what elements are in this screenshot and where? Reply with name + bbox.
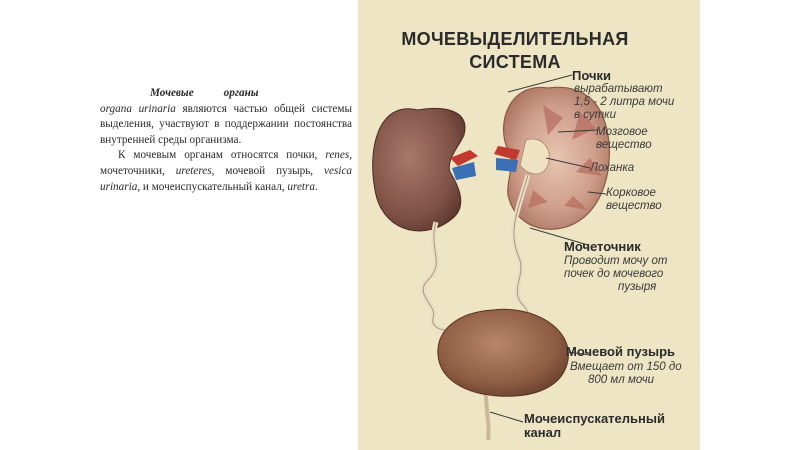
label-kidneys-note-2: 1,5 - 2 литра мочи	[574, 96, 675, 108]
organs-text-1: К мочевым органам относятся почки,	[118, 149, 326, 162]
figure-title-line-1: МОЧЕВЫДЕЛИТЕЛЬНАЯ	[401, 29, 629, 49]
organs-text-2: , мочеточники,	[100, 149, 352, 177]
organs-text-4: , и мочеиспускательный канал,	[137, 180, 288, 193]
latin-organa-urinaria: organa urinaria	[100, 102, 176, 115]
organs-paragraph	[100, 148, 352, 195]
label-medulla-2: вещество	[596, 139, 652, 151]
urethra	[486, 395, 489, 440]
label-ureter-note-3: пузыря	[618, 281, 657, 293]
label-cortex-1: Корковое	[606, 187, 656, 199]
left-kidney	[373, 108, 465, 230]
latin-ureteres: ureteres	[175, 164, 212, 177]
label-urethra-2: канал	[524, 425, 562, 440]
organs-text-3: , мочевой пузырь,	[211, 164, 325, 177]
text-column	[100, 86, 352, 195]
intro-text: являются частью общей системы выделения, участвуют в поддержании постоянства внутренней среды организма.	[100, 102, 352, 146]
label-cortex-2: вещество	[606, 200, 662, 212]
latin-vesica-urinaria: vesica urinaria	[100, 164, 352, 193]
heading-word-1: Мочевые	[150, 87, 194, 99]
label-bladder-note-2: 800 мл мочи	[588, 374, 655, 386]
label-urethra-1: Мочеиспускательный	[524, 411, 665, 426]
left-renal-vessels	[450, 150, 478, 180]
label-ureter: Мочеточник	[564, 239, 641, 254]
latin-uretra: uretra	[287, 180, 315, 193]
label-pelvis: Лоханка	[590, 162, 635, 174]
urinary-system-figure	[358, 0, 700, 450]
figure-title-line-2: СИСТЕМА	[469, 52, 561, 72]
organs-text-end: .	[314, 180, 318, 193]
bladder	[438, 309, 569, 396]
label-bladder: Мочевой пузырь	[566, 344, 675, 359]
label-ureter-note-1: Проводит мочу от	[564, 255, 668, 267]
latin-renes: renes	[325, 149, 350, 162]
label-kidneys-note-3: в сутки	[574, 109, 616, 121]
label-medulla-1: Мозговое	[596, 126, 648, 138]
label-bladder-note-1: Вмещает от 150 до	[570, 361, 682, 373]
label-ureter-note-2: почек до мочевого	[564, 268, 664, 280]
right-renal-vessels	[494, 146, 520, 172]
heading-word-2: органы	[223, 87, 259, 99]
label-kidneys-note-1: вырабатывают	[574, 83, 663, 95]
left-ureter	[423, 222, 456, 331]
section-heading	[100, 86, 352, 102]
label-kidneys: Почки	[572, 68, 612, 83]
intro-paragraph	[100, 102, 352, 149]
